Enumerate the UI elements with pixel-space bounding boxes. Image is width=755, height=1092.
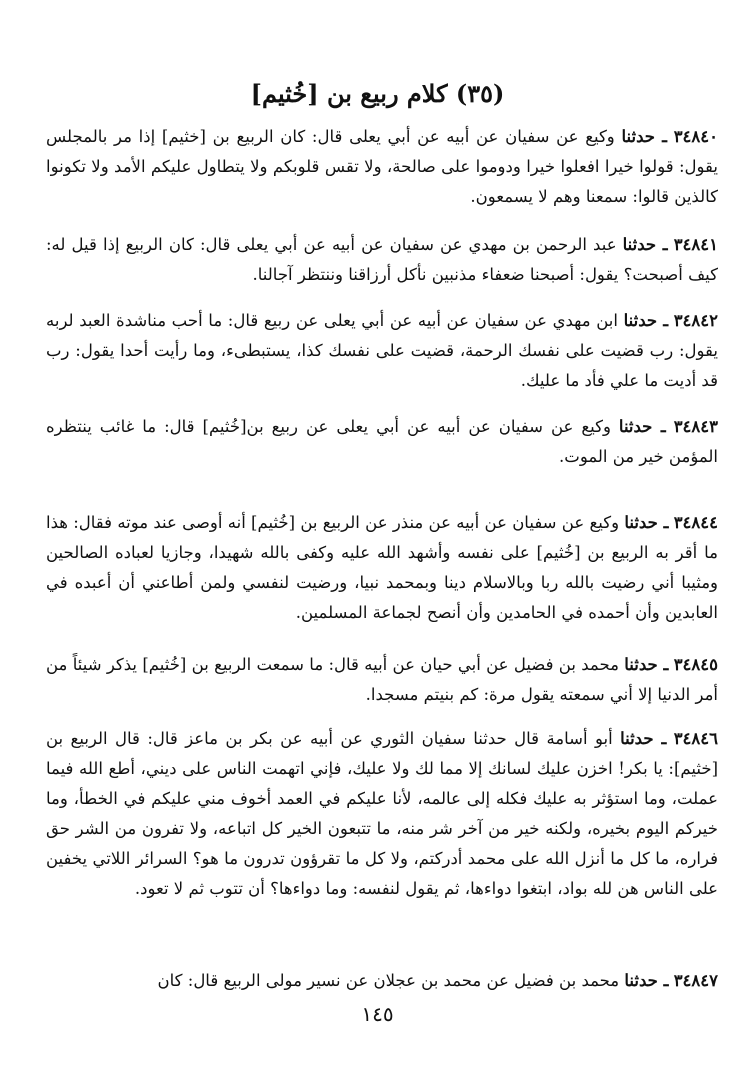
hadith-entry	[46, 306, 718, 396]
hadith-head: ـ حدثنا	[624, 971, 669, 990]
hadith-text: عبد الرحمن بن مهدي عن سفيان عن أبيه عن أبي يعلى قال: كان الربيع إذا قيل له: كيف أصبحت؟ يقول: أصبحنا ضعفاء مذنبين نأكل أرزاقنا وننتظر آجالنا.	[46, 235, 718, 284]
hadith-text: محمد بن فضيل عن محمد بن عجلان عن نسير مولى الربيع قال: كان	[157, 971, 625, 990]
hadith-head: ـ حدثنا	[624, 655, 669, 674]
hadith-entry	[46, 122, 718, 212]
hadith-text: وكيع عن سفيان عن أبيه عن أبي يعلى قال: كان الربيع بن [خثيم] إذا مر بالمجلس يقول: قولوا خيرا افعلوا خيرا ودوموا على صالحة، ولا تقس قلوبكم ولا يتطاول عليكم الأمد ولا تكونوا كالذين قالوا: سمعنا وهم لا يسمعون.	[46, 127, 718, 206]
hadith-head: ـ حدثنا	[621, 127, 667, 146]
hadith-head: ـ حدثنا	[624, 513, 669, 532]
hadith-text: وكيع عن سفيان عن أبيه عن منذر عن الربيع بن [خُثيم] أنه أوصى عند موته فقال: هذا ما أقر به الربيع بن [خُثيم] على نفسه وأشهد الله عليه وكفى بالله شهيدا، وجازيا لعباده الصالحين ومثيبا أني رضيت بالله ربا وبالاسلام دينا وبمحمد نبيا، ورضيت لنفسي ولمن أطاعني أن أعبده في العابدين وأن أحمده في الحامدين وأن أنصح لجماعة المسلمين.	[46, 513, 718, 622]
hadith-entry	[46, 650, 718, 710]
hadith-number: ٣٤٨٤٧	[673, 971, 718, 990]
hadith-head: ـ حدثنا	[623, 311, 669, 330]
hadith-number: ٣٤٨٤١	[673, 235, 718, 254]
hadith-text: وكيع عن سفيان عن أبيه عن أبي يعلى عن ربيع بن[خُثيم] قال: ما غائب ينتظره المؤمن خير من الموت.	[46, 417, 718, 466]
section-title: (٣٥) كلام ربيع بن [خُثيم]	[250, 79, 505, 108]
hadith-entry	[46, 724, 718, 904]
hadith-head: ـ حدثنا	[622, 235, 668, 254]
hadith-head: ـ حدثنا	[620, 729, 667, 748]
hadith-head: ـ حدثنا	[618, 417, 666, 436]
hadith-entry	[46, 508, 718, 628]
hadith-number: ٣٤٨٤٠	[673, 127, 718, 146]
hadith-text: محمد بن فضيل عن أبي حيان عن أبيه قال: ما سمعت الربيع بن [خُثيم] يذكر شيئاً من أمر الدنيا إلا أني سمعته يقول مرة: كم بنيتم مسجدا.	[46, 655, 718, 704]
hadith-number: ٣٤٨٤٥	[673, 655, 718, 674]
hadith-number: ٣٤٨٤٤	[673, 513, 718, 532]
hadith-text: ابن مهدي عن سفيان عن أبيه عن أبي يعلى عن ربيع قال: ما أحب مناشدة العبد لربه يقول: رب قضيت على نفسك الرحمة، قضيت على نفسك كذا، يستبطىء، وما رأيت أحدا يقول: رب قد أديت ما علي فأد ما عليك.	[46, 311, 718, 390]
hadith-entry	[46, 966, 718, 996]
hadith-number: ٣٤٨٤٢	[673, 311, 718, 330]
hadith-entry	[46, 230, 718, 290]
hadith-number: ٣٤٨٤٦	[673, 729, 718, 748]
hadith-entry	[46, 412, 718, 472]
page-number: ١٤٥	[361, 1002, 394, 1026]
hadith-number: ٣٤٨٤٣	[673, 417, 718, 436]
hadith-text: أبو أسامة قال حدثنا سفيان الثوري عن أبيه عن بكر بن ماعز قال: قال الربيع بن [خثيم]: يا بكر! اخزن عليك لسانك إلا مما لك ولا عليك، فإني اتهمت الناس على ديني، أطع الله فيما عملت، وما استؤثر به عليك فكله إلى عالمه، لأنا عليكم في العمد أخوف مني عليكم في الخطأ، وما خيركم اليوم بخيره، ولكنه خير من آخر شر منه، ما تتبعون الخير كل اتباعه، ولا تفرون من الشر حق فراره، ما كل ما أنزل الله على محمد أدركتم، ولا كل ما تقرؤون تدرون ما هو؟ السرائر اللاتي يخفين على الناس هن لله بواد، ابتغوا دواءها، ثم يقول لنفسه: وما دواءها؟ أن تتوب ثم لا تعود.	[46, 729, 718, 898]
